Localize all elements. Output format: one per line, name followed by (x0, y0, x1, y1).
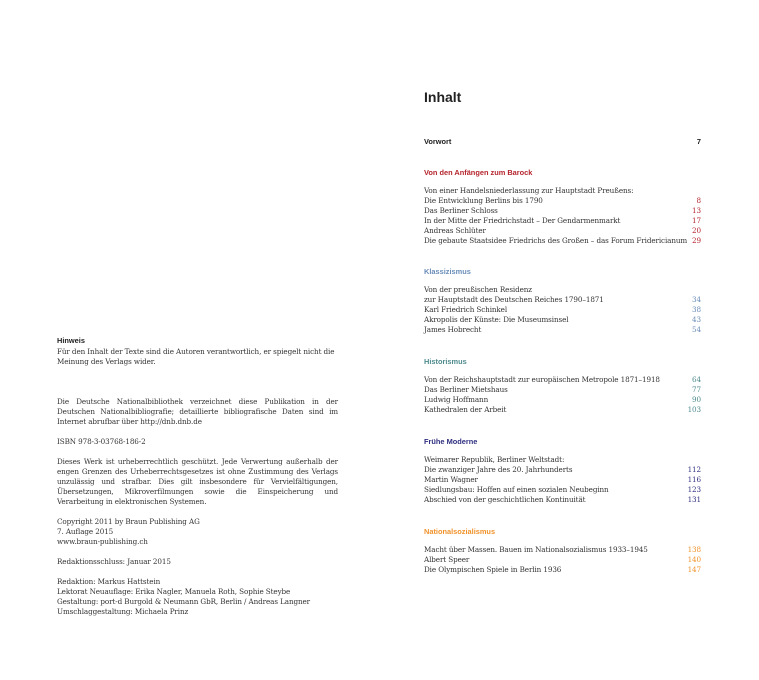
toc-entry-list (424, 545, 701, 575)
toc-entry-title: In der Mitte der Friedrichstadt – Der Gendarmenmarkt (424, 216, 621, 225)
section-page-number: 7 (696, 137, 701, 146)
toc-entry-page: 17 (692, 216, 701, 225)
credit-line: Redaktion: Markus Hattstein (57, 577, 161, 586)
section-heading-label: Klassizismus (424, 267, 471, 276)
toc-entry[interactable] (424, 475, 701, 485)
toc-section (424, 527, 701, 575)
toc-entry-page: 103 (687, 405, 701, 414)
toc-entry-page: 90 (692, 395, 701, 404)
toc-entry-page: 147 (687, 565, 701, 574)
toc-entry[interactable] (424, 375, 701, 385)
toc-entry-page: 116 (687, 475, 701, 484)
toc-entry-title: Akropolis der Künste: Die Museumsinsel (424, 315, 569, 324)
edition: 7. Auflage 2015 (57, 527, 114, 536)
toc-entry-list (424, 186, 701, 246)
toc-section-heading[interactable] (424, 437, 701, 447)
toc-entry-page: 64 (692, 375, 701, 384)
toc-entry[interactable] (424, 495, 701, 505)
toc-entry[interactable] (424, 295, 701, 305)
toc-entry[interactable] (424, 226, 701, 236)
toc-entry-title: Karl Friedrich Schinkel (424, 305, 508, 314)
section-heading-label: Historismus (424, 357, 467, 366)
toc-entry-title: Ludwig Hoffmann (424, 395, 489, 404)
toc-section-heading[interactable] (424, 267, 701, 277)
toc-entry[interactable] (424, 405, 701, 415)
toc-entry-list (424, 375, 701, 415)
toc-entry[interactable] (424, 545, 701, 555)
toc-entry[interactable] (424, 325, 701, 335)
toc-section (424, 357, 701, 415)
toc-entry-title: James Hobrecht (424, 325, 482, 334)
toc-title: Inhalt (424, 89, 462, 105)
toc-entry-title: Die Entwicklung Berlins bis 1790 (424, 196, 543, 205)
toc-entry-title: Die zwanziger Jahre des 20. Jahrhunderts (424, 465, 573, 474)
toc-entry-title: Von der Reichshauptstadt zur europäischen Metropole 1871–1918 (424, 375, 660, 384)
toc-entry-page: 43 (692, 315, 701, 324)
toc-entry-page: 77 (692, 385, 701, 394)
toc-entry-page: 8 (696, 196, 701, 205)
toc-entry-title: Das Berliner Schloss (424, 206, 498, 215)
toc-entry[interactable] (424, 305, 701, 315)
hinweis-heading: Hinweis (57, 336, 85, 345)
toc-entry-title: Kathedralen der Arbeit (424, 405, 507, 414)
toc-entry-page: 34 (692, 295, 701, 304)
toc-section-heading[interactable] (424, 168, 701, 178)
toc-entry[interactable] (424, 565, 701, 575)
toc-entry-title: Die gebaute Staatsidee Friedrichs des Großen – das Forum Fridericianum (424, 236, 688, 245)
toc-section-heading[interactable] (424, 357, 701, 367)
toc-entry[interactable] (424, 236, 701, 246)
toc-entry-title: Abschied von der geschichtlichen Kontinuität (424, 495, 586, 504)
toc-entry-page: 29 (692, 236, 701, 245)
toc-entry-page: 13 (692, 206, 701, 215)
toc-entry-page: 140 (687, 555, 701, 564)
toc-entry-title: Andreas Schlüter (424, 226, 486, 235)
toc-entry[interactable] (424, 385, 701, 395)
toc-entry-page: 123 (687, 485, 701, 494)
dnb-text: Die Deutsche Nationalbibliothek verzeichnet diese Publikation in der Deutschen Nationalbibliografie; detaillierte bibliografische Daten sind im Internet abrufbar über http://dnb.dnb.de (57, 397, 338, 426)
toc-entry-title: Die Olympischen Spiele in Berlin 1936 (424, 565, 562, 574)
toc-entry-list (424, 285, 701, 335)
rights-text: Dieses Werk ist urheberrechtlich geschützt. Jede Verwertung außerhalb der engen Grenzen des Urheberrechtsgesetzes ist ohne Zustimmung des Verlags unzulässig und strafbar. Dies gilt insbesondere für Vervielfältigungen, Übersetzungen, Mikroverfilmungen sowie die Einspeicherung und Verarbeitung in elektronischen Systemen. (57, 457, 338, 506)
toc-entry-title: Macht über Massen. Bauen im Nationalsozialismus 1933–1945 (424, 545, 648, 554)
section-heading-label: Frühe Moderne (424, 437, 478, 446)
toc-entry-title: Siedlungsbau: Hoffen auf einen sozialen Neubeginn (424, 485, 609, 494)
toc-section (424, 137, 701, 147)
section-heading-label: Nationalsozialismus (424, 527, 496, 536)
toc-entry-title: Weimarer Republik, Berliner Weltstadt: (424, 455, 565, 464)
toc-entry-page: 54 (692, 325, 701, 334)
toc-entry-page: 138 (687, 545, 701, 554)
toc-entry-page: 20 (692, 226, 701, 235)
toc-entry-title: Von einer Handelsniederlassung zur Hauptstadt Preußens: (424, 186, 634, 195)
toc-entry-list (424, 455, 701, 505)
toc-entry[interactable] (424, 555, 701, 565)
toc-entry[interactable] (424, 196, 701, 206)
toc-entry[interactable] (424, 206, 701, 216)
credit-line: Lektorat Neuauflage: Erika Nagler, Manuela Roth, Sophie Steybe (57, 587, 291, 596)
section-heading-label: Von den Anfängen zum Barock (424, 168, 533, 177)
toc-entry[interactable] (424, 285, 701, 295)
toc-entry[interactable] (424, 395, 701, 405)
toc-entry-page: 38 (692, 305, 701, 314)
toc-entry[interactable] (424, 485, 701, 495)
credit-line: Gestaltung: port-d Burgold & Neumann GbR, Berlin / Andreas Langner (57, 597, 311, 606)
toc-entry-title: Das Berliner Mietshaus (424, 385, 508, 394)
toc-section (424, 168, 701, 246)
isbn: ISBN 978-3-03768-186-2 (57, 437, 146, 446)
hinweis-text: Für den Inhalt der Texte sind die Autoren verantwortlich, er spiegelt nicht die Meinung des Verlags wider. (57, 347, 335, 366)
toc-entry[interactable] (424, 455, 701, 465)
toc-section (424, 267, 701, 335)
toc-section-heading[interactable] (424, 527, 701, 537)
toc-entry-title: Martin Wagner (424, 475, 478, 484)
toc-entry-title: Albert Speer (424, 555, 470, 564)
toc-entry-page: 131 (687, 495, 701, 504)
toc-entry[interactable] (424, 465, 701, 475)
toc-section-heading[interactable] (424, 137, 701, 147)
editorial-deadline: Redaktionsschluss: Januar 2015 (57, 557, 171, 566)
copyright: Copyright 2011 by Braun Publishing AG (57, 517, 200, 526)
website-link[interactable]: www.braun-publishing.ch (57, 537, 148, 546)
toc-entry-title: Von der preußischen Residenz (424, 285, 532, 294)
credit-line: Umschlaggestaltung: Michaela Prinz (57, 607, 189, 616)
section-heading-label: Vorwort (424, 137, 452, 146)
toc-entry-title: zur Hauptstadt des Deutschen Reiches 1790–1871 (424, 295, 604, 304)
toc-entry-page: 112 (687, 465, 701, 474)
toc-entry[interactable] (424, 315, 701, 325)
toc-section (424, 437, 701, 505)
toc-entry[interactable] (424, 186, 701, 196)
toc-entry[interactable] (424, 216, 701, 226)
